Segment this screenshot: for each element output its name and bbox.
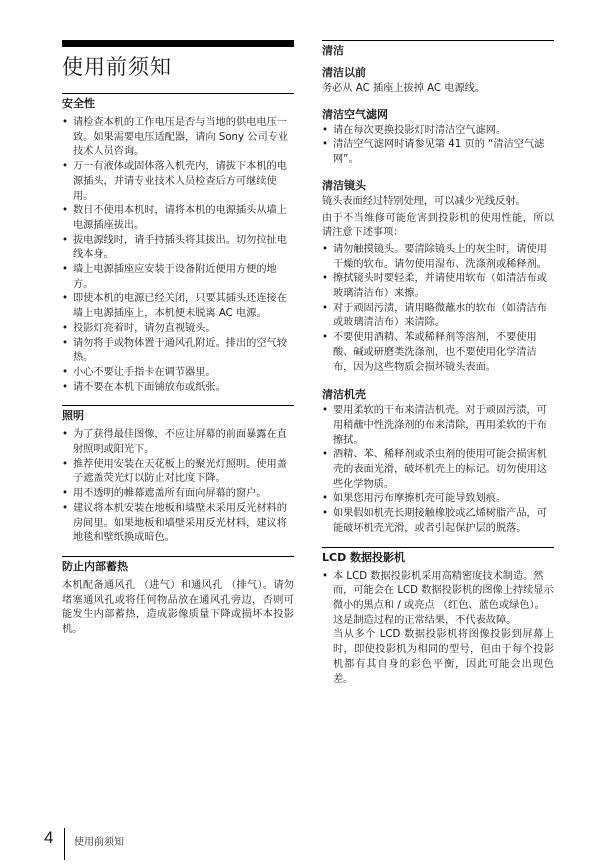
- lcd-continuation: 当从多个 LCD 数据投影机将图像投影到屏幕上时，即使投影机为相同的型号，但由于每个投影机都有其自身的彩色平衡，因此可能会出现色差。: [333, 629, 554, 685]
- heat-text: 本机配备通风孔 （进气）和通风孔 （排气）。请勿堵塞通风孔或将任何物品放在通风孔旁边，否则可能发生内部蓄热，造成影像质量下降或损坏本投影机。: [62, 579, 294, 636]
- list-item: • 用不透明的帷幕遮盖所有面向屏幕的窗户。: [62, 487, 294, 502]
- safety-heading: 安全性: [62, 97, 95, 110]
- lighting-section: [62, 405, 294, 546]
- heat-heading: 防止内部蓄热: [62, 559, 128, 573]
- list-item: • 建议将本机安装在地板和墙壁未采用反光材料的房间里。如果地板和墙壁采用反光材料，建议将地毯和壁纸换成暗色。: [62, 502, 294, 546]
- air-filter-list: [322, 124, 554, 168]
- list-item: • 请勿触摸镜头。要清除镜头上的灰尘时，请使用干燥的软布。请勿使用湿布、洗涤剂或稀释剂。: [322, 243, 554, 272]
- list-item: • 清洁空气滤网时请参见第 41 页的 “清洁空气滤网”。: [322, 138, 554, 167]
- lcd-heading: LCD 数据投影机: [322, 550, 406, 564]
- list-item: • 请在每次更换投影灯时清洁空气滤网。: [322, 124, 554, 139]
- list-item: • 请勿将手或物体置于通风孔附近。排出的空气较热。: [62, 337, 294, 366]
- list-item: • 墙上电源插座应安装于设备附近便用方便的地方。: [62, 263, 294, 292]
- cleaning-before-text: 务必从 AC 插座上拔掉 AC 电源线。: [322, 83, 486, 94]
- list-item: • 不要使用酒精、苯或稀释剂等溶剂，不要使用酸、碱或研磨类洗涤剂，也不要使用化学清洁布，因为这些物质会损坏镜头表面。: [322, 331, 554, 375]
- list-item: • 即使本机的电源已经关闭，只要其插头还连接在墙上电源插座上，本机便未脱离 AC 电源。: [62, 292, 294, 321]
- list-item: • 请不要在本机下面铺放布或纸张。: [62, 381, 294, 396]
- cabinet-heading: 清洁机壳: [322, 388, 366, 402]
- page-title: 使用前须知: [62, 55, 172, 79]
- list-item: • 投影灯亮着时，请勿直视镜头。: [62, 322, 294, 337]
- list-item: • 要用柔软的干布来清洁机壳。对于顽固污渍，可用稍蘸中性洗涤剂的布来清除，再用柔软的干布擦拭。: [322, 404, 554, 448]
- safety-section: [62, 93, 294, 395]
- list-item: • 数日不使用本机时，请将本机的电源插头从墙上电源插座拔出。: [62, 204, 294, 233]
- lcd-list: [322, 570, 554, 629]
- list-item: • 如果假如机壳长期接触橡胶或乙烯树脂产品，可能破坏机壳光滑，或者引起保护层的脱落。: [322, 507, 554, 536]
- heat-section: [62, 556, 294, 638]
- list-item: • 拔电源线时，请手持插头将其拔出。切勿拉扯电线本身。: [62, 234, 294, 263]
- lighting-list: [62, 428, 294, 546]
- lcd-section: [322, 547, 554, 688]
- list-item: • 如果您用污布摩擦机壳可能导致划痕。: [322, 492, 554, 507]
- list-item: • 万一有液体或固体落入机壳内，请拔下本机的电源插头，并请专业技术人员检查后方可继续使用。: [62, 160, 294, 204]
- lens-text-2: 由于不当维修可能危害到投影机的使用性能，所以请注意下述事项：: [322, 212, 554, 239]
- list-item: • 酒精、苯、稀释剂或杀虫剂的使用可能会损害机壳的表面光滑，破坏机壳上的标记。切勿使用这些化学物质。: [322, 448, 554, 492]
- lighting-heading: 照明: [62, 409, 84, 423]
- left-column: [62, 40, 294, 648]
- list-item: • 为了获得最佳图像，不应让屏幕的前面暴露在直射照明或阳光下。: [62, 428, 294, 457]
- cleaning-heading: 清洁: [322, 44, 344, 57]
- footer-divider: [64, 828, 65, 860]
- list-item: • 擦拭镜头时要轻柔，并请使用软布（如清洁布或玻璃清洁布）来擦。: [322, 272, 554, 301]
- air-filter-heading: 清洁空气滤网: [322, 107, 388, 121]
- footer-section-label: 使用前须知: [74, 837, 124, 848]
- list-item: • 小心不要让手指卡在调节器里。: [62, 366, 294, 381]
- cleaning-before-heading: 清洁以前: [322, 66, 366, 79]
- lens-text-1: 镜头表面经过特别处理，可以减少光线反射。: [322, 195, 526, 207]
- list-item: • 本 LCD 数据投影机采用高精密度技术制造。然而，可能会在 LCD 数据投影机的图像上持续显示微小的黑点和 / 或亮点 （红色、蓝色或绿色）。这是制造过程的正常结果，不代表故障。: [322, 570, 554, 629]
- cabinet-list: [322, 404, 554, 536]
- lens-heading: 清洁镜头: [322, 178, 366, 192]
- lens-list: [322, 243, 554, 375]
- list-item: • 推荐使用安装在天花板上的聚光灯照明。使用盖子遮盖荧光灯以防止对比度下降。: [62, 458, 294, 487]
- page-number: 4: [44, 828, 54, 847]
- safety-list: [62, 116, 294, 395]
- list-item: • 对于顽固污渍，请用略微蘸水的软布（如清洁布或玻璃清洁布）来清除。: [322, 302, 554, 331]
- cleaning-section: [322, 40, 554, 537]
- list-item: • 请检查本机的工作电压是否与当地的供电电压一致。如果需要电压适配器，请向 Sony 公司专业技术人员咨询。: [62, 116, 294, 160]
- right-column: [322, 40, 554, 697]
- title-bar: [62, 40, 294, 81]
